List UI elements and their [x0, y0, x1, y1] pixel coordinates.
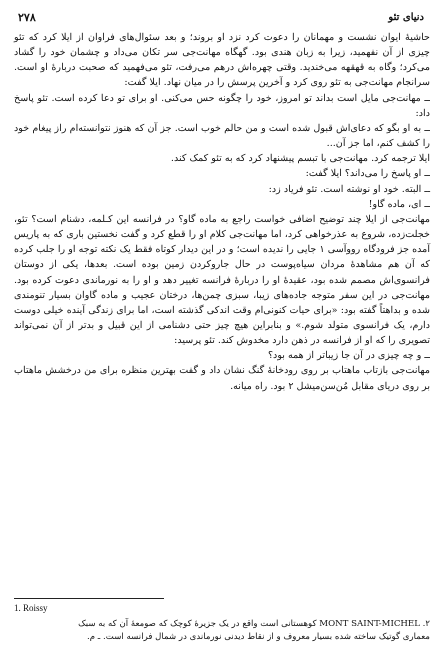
paragraph: ــ ای، ماده گاو!: [368, 198, 430, 210]
paragraph: مهانت‌جی بازتاب ماهتاب بر روی رودخانهٔ گنگ نشان داد و گفت بهترین منظره برای من درخشش ماهتاب بر روی دریای مقابل مُن‌سن‌میشل ۲ بود. راه میانه.: [14, 365, 430, 392]
page-header: [18, 8, 424, 26]
body-text: [14, 30, 430, 394]
running-title: دنیای تئو: [388, 11, 424, 23]
paragraph: ــ مهانت‌جی مایل است بداند تو امروز، خود را چگونه حس می‌کنی. او برای تو دعا کرده است. تئو پاسخ داد:: [14, 92, 430, 119]
footnote-line: معماری گوتیک ساخته شده بسیار معروف و از نقاط دیدنی نورماندی در شمال فرانسه است. ـ م.: [87, 632, 430, 642]
footnote-1: 1. Roissy: [14, 603, 48, 613]
footnote-divider: [14, 598, 164, 599]
paragraph: مهانت‌جی از ایلا چند توضیح اضافی خواست راجع به ماده گاو؟ در فرانسه این کـلمه، دشنام است؟ تئو، خجلت‌زده، شروع به عذرخواهی کرد، اما مهانت‌جی کلام او را قطع کرد و گفت نخستین باری که به پاریس آمده جز فرودگاه رووآسی ۱ جایی را ندیده است؛ و در این دیدار کوتاه فقط یک نکته توجه او را جلب کرده که آن هم مشاهدهٔ مردان سیاه‌پوست در حال جاروکردن زمین بوده است. بعدها، یکی از دوستان فرانسوی‌اش مصمم شده بود، عقیدهٔ او را دربارهٔ فرانسه تغییر دهد و او را به نورماندی دعوت کرده بود. مهانت‌جی در این سفر متوجه جاده‌های زیبا، سبزی چمن‌ها، درختان عجیب و ماده گاوان بسیار تنومندی شده و بداهتاً گفته بود: «برای حیات کنونی‌ام وقت اندکی گذشته است، اما برای زندگی آینده خیلی دوست دارم، یک فرانسوی متولد شوم.» و بنابراین هیچ چیز حتی دشنامی از این قبیل و بدتر از آن نمی‌تواند تصویری را که او از فرانسه در ذهن دارد مخدوش کند. تئو پرسید:: [14, 213, 430, 347]
paragraph: حاشیهٔ ایوان نشست و مهمانان را دعوت کرد نزد او بروند؛ و بعد سئوال‌های فراوان از ایلا کرد که تئو چیزی از آن نفهمید، زیرا به زبان هندی بود. گهگاه مهانت‌جی سر تکان می‌داد و چشمان خود را گشاد می‌کرد؛ وگاه به قهقهه می‌خندید. وقتی چهره‌اش درهم می‌رفت، تئو می‌فهمید که صحبت دربارهٔ او است. سرانجام مهانت‌جی به تئو روی کرد و آخرین پرسش را در میان نهاد. ایلا گفت:: [14, 32, 430, 89]
footnote-line: ۲. MONT SAINT-MICHEL کوهستانی است واقع در یک جزیرهٔ کوچک که صومعهٔ آن که به سبک: [78, 619, 430, 629]
page-number: ۲۷۸: [18, 10, 36, 24]
paragraph: ــ او پاسخ را می‌داند؟ ایلا گفت:: [305, 168, 430, 180]
paragraph: ایلا ترجمه کرد. مهانت‌جی با تبسم پیشنهاد کرد که به تئو کمک کند.: [170, 153, 430, 165]
paragraph: ــ و چه چیزی در آن جا زیباتر از همه بود؟: [267, 350, 430, 362]
paragraph: ــ البته. خود او نوشته است. تئو فریاد زد:: [268, 183, 430, 195]
footnote-2: [14, 618, 430, 644]
paragraph: ــ به او بگو که دعای‌اش قبول شده است و من حالم خوب است. جز آن که هنوز نتوانسته‌ام راز پیغام خود را کشف کنم، اما جز آن...: [14, 122, 430, 150]
